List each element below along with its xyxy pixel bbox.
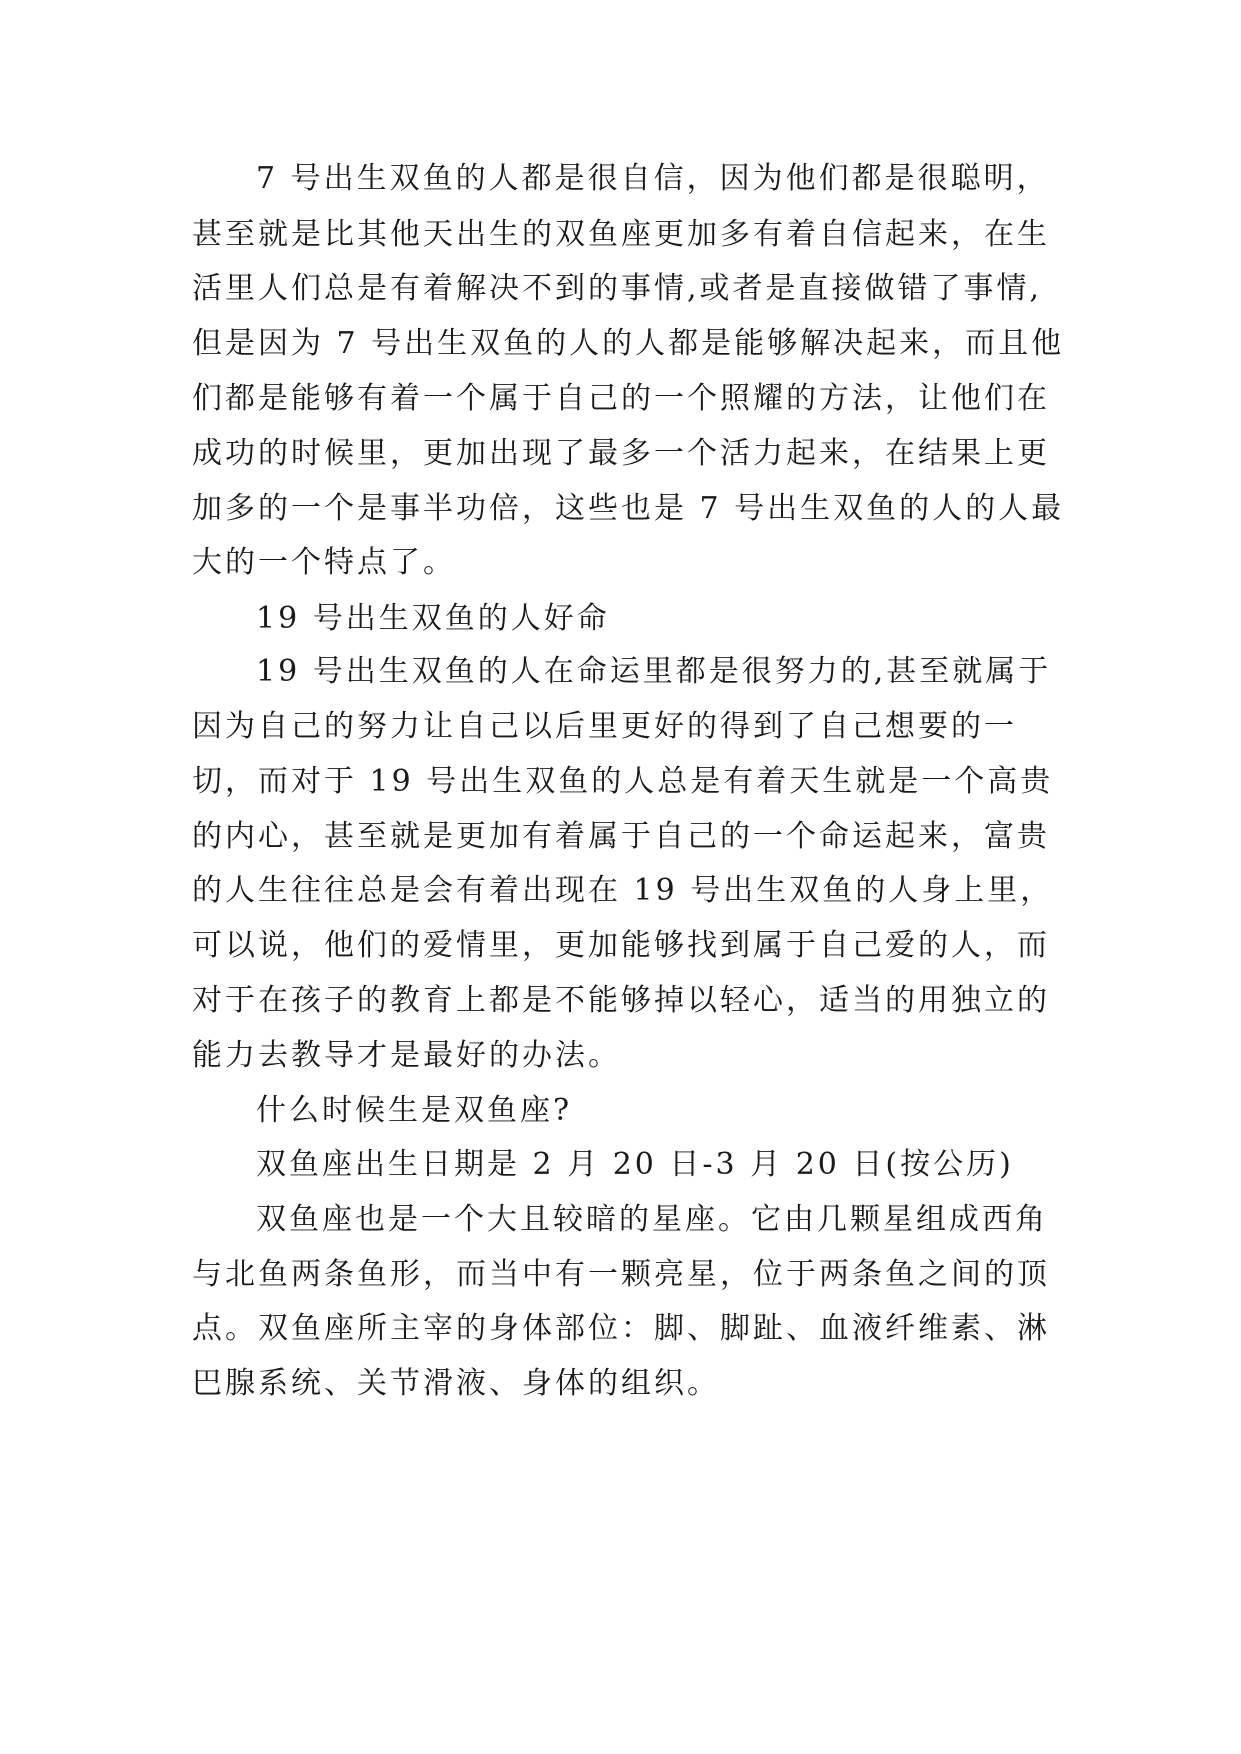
- paragraph-line: 对于在孩子的教育上都是不能够掉以轻心，适当的用独立的: [192, 983, 1050, 1018]
- birth-date-line: 双鱼座出生日期是 2 月 20 日-3 月 20 日(按公历): [256, 1147, 1014, 1182]
- paragraph-line: 巴腺系统、关节滑液、身体的组织。: [192, 1366, 720, 1401]
- paragraph-line: 成功的时候里，更加出现了最多一个活力起来，在结果上更: [192, 436, 1050, 471]
- paragraph-line: 切，而对于 19 号出生双鱼的人总是有着天生就是一个高贵: [192, 764, 1054, 799]
- paragraph-line: 活里人们总是有着解决不到的事情,或者是直接做错了事情,: [192, 271, 1043, 306]
- paragraph-line: 大的一个特点了。: [192, 545, 456, 580]
- paragraph-line: 因为自己的努力让自己以后里更好的得到了自己想要的一: [192, 709, 1017, 744]
- question-heading: 什么时候生是双鱼座?: [256, 1093, 573, 1128]
- paragraph-line: 的内心，甚至就是更加有着属于自己的一个命运起来，富贵: [192, 819, 1050, 854]
- paragraph-line: 7 号出生双鱼的人都是很自信，因为他们都是很聪明，: [256, 161, 1050, 196]
- section-heading: 19 号出生双鱼的人好命: [256, 601, 610, 636]
- paragraph-line: 的人生往往总是会有着出现在 19 号出生双鱼的人身上里，: [192, 873, 1054, 908]
- paragraph-line: 甚至就是比其他天出生的双鱼座更加多有着自信起来，在生: [192, 217, 1050, 252]
- paragraph-line: 们都是能够有着一个属于自己的一个照耀的方法，让他们在: [192, 381, 1050, 416]
- paragraph-line: 能力去教导才是最好的办法。: [192, 1038, 621, 1073]
- paragraph-line: 加多的一个是事半功倍，这些也是 7 号出生双鱼的人的人最: [192, 491, 1065, 526]
- paragraph-line: 但是因为 7 号出生双鱼的人的人都是能够解决起来，而且他: [192, 326, 1065, 361]
- paragraph-line: 与北鱼两条鱼形，而当中有一颗亮星，位于两条鱼之间的顶: [192, 1257, 1050, 1292]
- paragraph-line: 双鱼座也是一个大且较暗的星座。它由几颗星组成西角: [256, 1202, 1048, 1237]
- paragraph-line: 点。双鱼座所主宰的身体部位：脚、脚趾、血液纤维素、淋: [192, 1311, 1050, 1346]
- paragraph-line: 19 号出生双鱼的人在命运里都是很努力的,甚至就属于: [256, 654, 1052, 689]
- paragraph-line: 可以说，他们的爱情里，更加能够找到属于自己爱的人，而: [192, 928, 1050, 963]
